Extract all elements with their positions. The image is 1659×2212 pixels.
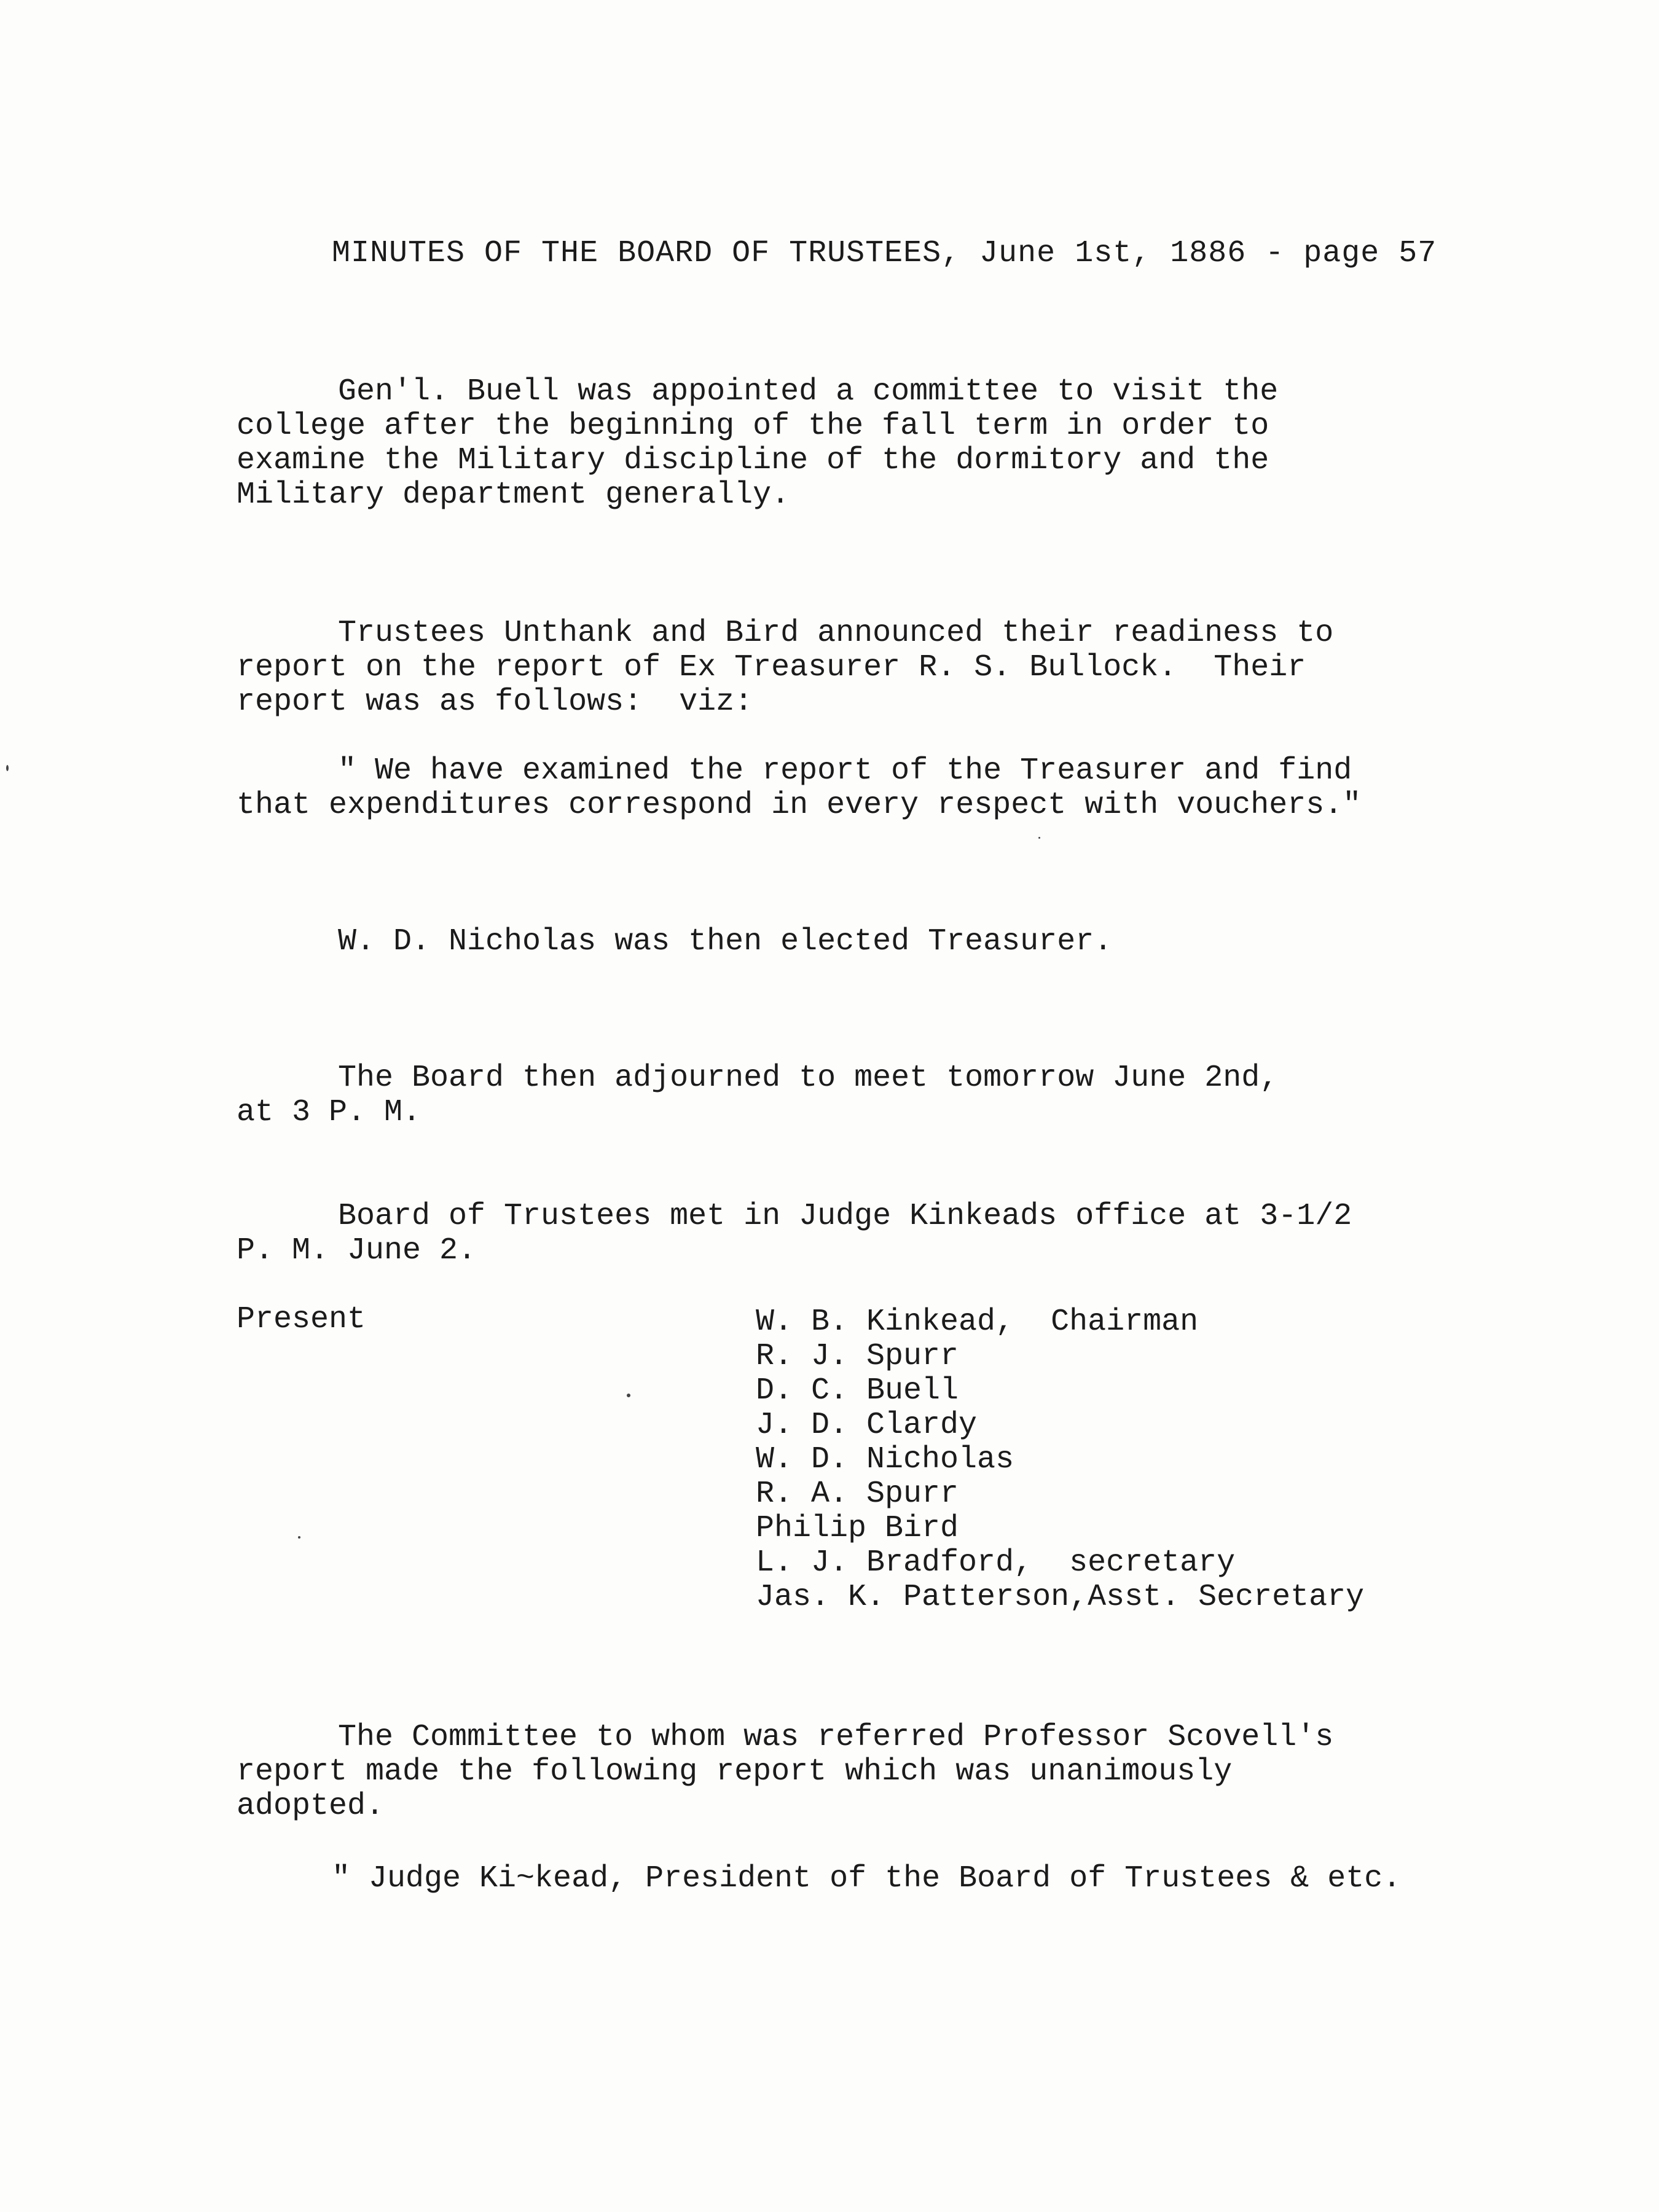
scan-speck	[6, 765, 9, 771]
present-member: W. B. Kinkead, Chairman	[756, 1304, 1199, 1339]
text-line: report was as follows: viz:	[237, 684, 753, 720]
text-line: Gen'l. Buell was appointed a committee to visit the	[338, 374, 1279, 409]
text-line: examine the Military discipline of the dormitory and the	[237, 443, 1269, 478]
text-line: Military department generally.	[237, 477, 790, 512]
text-line: " We have examined the report of the Treasurer and find	[338, 753, 1352, 788]
text-line: " Judge Ki~kead, President of the Board of Trustees & etc.	[332, 1861, 1402, 1896]
present-member: L. J. Bradford, secretary	[756, 1545, 1236, 1580]
present-member: Jas. K. Patterson,Asst. Secretary	[756, 1580, 1365, 1615]
text-line: Board of Trustees met in Judge Kinkeads office at 3-1/2	[338, 1199, 1352, 1234]
scan-speck	[627, 1394, 630, 1397]
text-line: at 3 P. M.	[237, 1095, 422, 1130]
page-header: MINUTES OF THE BOARD OF TRUSTEES, June 1st, 1886 - page 57	[332, 236, 1437, 271]
present-member: R. J. Spurr	[756, 1339, 959, 1374]
text-line: report made the following report which was unanimously	[237, 1754, 1233, 1789]
scan-speck	[298, 1536, 300, 1539]
text-line: adopted.	[237, 1789, 385, 1824]
present-member: D. C. Buell	[756, 1373, 959, 1408]
present-member: Philip Bird	[756, 1511, 959, 1546]
present-label: Present	[237, 1302, 366, 1337]
text-line: that expenditures correspond in every respect with vouchers."	[237, 788, 1362, 823]
text-line: The Committee to whom was referred Professor Scovell's	[338, 1720, 1334, 1755]
present-member: J. D. Clardy	[756, 1408, 978, 1443]
text-line: The Board then adjourned to meet tomorrow June 2nd,	[338, 1061, 1279, 1096]
text-line: college after the beginning of the fall term in order to	[237, 409, 1269, 444]
text-line: report on the report of Ex Treasurer R. S. Bullock. Their	[237, 650, 1306, 685]
text-line: Trustees Unthank and Bird announced their readiness to	[338, 616, 1334, 651]
present-member: W. D. Nicholas	[756, 1442, 1014, 1477]
scan-speck	[1038, 837, 1040, 839]
text-line: W. D. Nicholas was then elected Treasurer.	[338, 924, 1113, 959]
text-line: P. M. June 2.	[237, 1233, 477, 1268]
present-member: R. A. Spurr	[756, 1477, 959, 1512]
